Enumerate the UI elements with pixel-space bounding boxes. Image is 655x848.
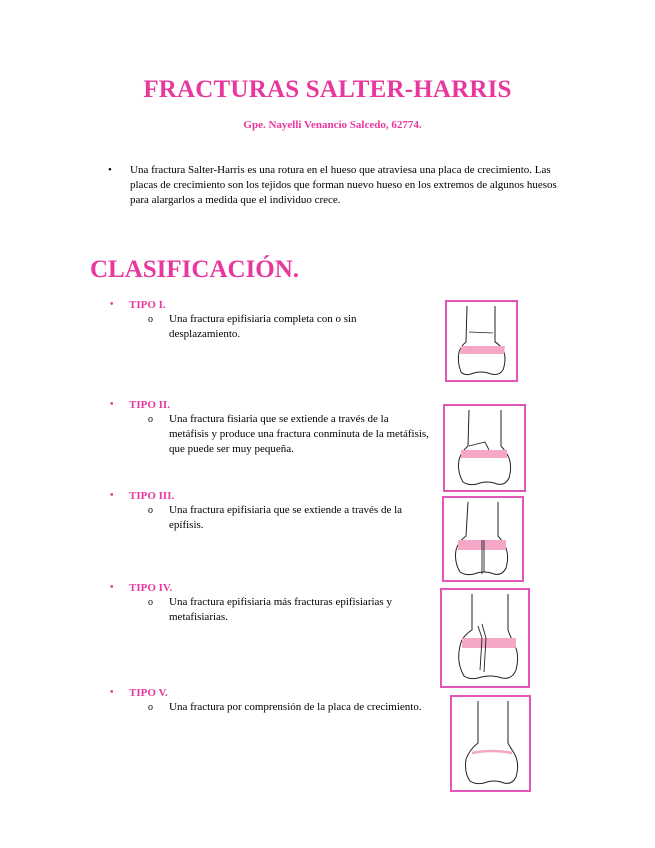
type-label-row [110, 489, 440, 503]
bone-diagram-icon [452, 697, 529, 790]
type-label-row [110, 398, 440, 412]
author-line: Gpe. Nayelli Venancio Salcedo, 62774. [243, 119, 422, 131]
type-description-row [110, 412, 429, 457]
type-label-row [110, 298, 440, 312]
type-label: TIPO V. [129, 687, 168, 699]
type-description-row [110, 312, 389, 342]
type-label: TIPO IV. [129, 582, 173, 594]
type-label: TIPO II. [129, 399, 170, 411]
circle-bullet-icon: o [148, 314, 153, 325]
tipo-2-illustration [443, 404, 526, 492]
type-description-row [110, 700, 459, 715]
type-description: Una fractura epifisiaria que se extiende a través de la epífisis. [169, 504, 403, 531]
tipo-5-illustration [450, 695, 531, 792]
type-item-4 [110, 581, 440, 625]
circle-bullet-icon: o [148, 505, 153, 516]
type-description: Una fractura por comprensión de la placa de crecimiento. [169, 701, 422, 713]
bullet-icon: • [110, 299, 114, 310]
intro-paragraph [108, 163, 568, 208]
bone-diagram-icon [445, 406, 524, 490]
type-item-1 [110, 298, 440, 342]
circle-bullet-icon: o [148, 702, 153, 713]
type-item-3 [110, 489, 440, 533]
tipo-3-illustration [442, 496, 524, 582]
bone-diagram-icon [447, 302, 516, 380]
document-title: FRACTURAS SALTER-HARRIS [143, 76, 512, 103]
section-heading: CLASIFICACIÓN. [90, 256, 300, 283]
type-description-row [110, 595, 429, 625]
bullet-icon: • [110, 490, 114, 501]
tipo-1-illustration [445, 300, 518, 382]
bullet-icon: • [110, 687, 114, 698]
circle-bullet-icon: o [148, 414, 153, 425]
intro-text: Una fractura Salter-Harris es una rotura en el hueso que atraviesa una placa de crecimiento. Las placas de crecimiento son los tejidos que forman nuevo hueso en los extremos de algunos huesos para alargarlos a medida que el individuo crece. [130, 164, 557, 206]
bullet-icon: • [110, 582, 114, 593]
type-description: Una fractura epifisiaria más fracturas epifisiarias y metafisiarias. [169, 596, 392, 623]
type-label: TIPO I. [129, 299, 166, 311]
type-label-row [110, 581, 440, 595]
type-item-2 [110, 398, 440, 457]
type-description: Una fractura epifisiaria completa con o sin desplazamiento. [169, 313, 357, 340]
type-label: TIPO III. [129, 490, 175, 502]
bullet-icon: • [108, 164, 112, 176]
circle-bullet-icon: o [148, 597, 153, 608]
tipo-4-illustration [440, 588, 530, 688]
bone-diagram-icon [442, 590, 528, 686]
type-label-row [110, 686, 450, 700]
type-description: Una fractura fisiaria que se extiende a través de la metáfisis y produce una fractura conminuta de la metáfisis, que puede ser muy pequeña. [169, 413, 429, 455]
bone-diagram-icon [444, 498, 522, 580]
type-description-row [110, 503, 429, 533]
type-item-5 [110, 686, 450, 715]
bullet-icon: • [110, 399, 114, 410]
